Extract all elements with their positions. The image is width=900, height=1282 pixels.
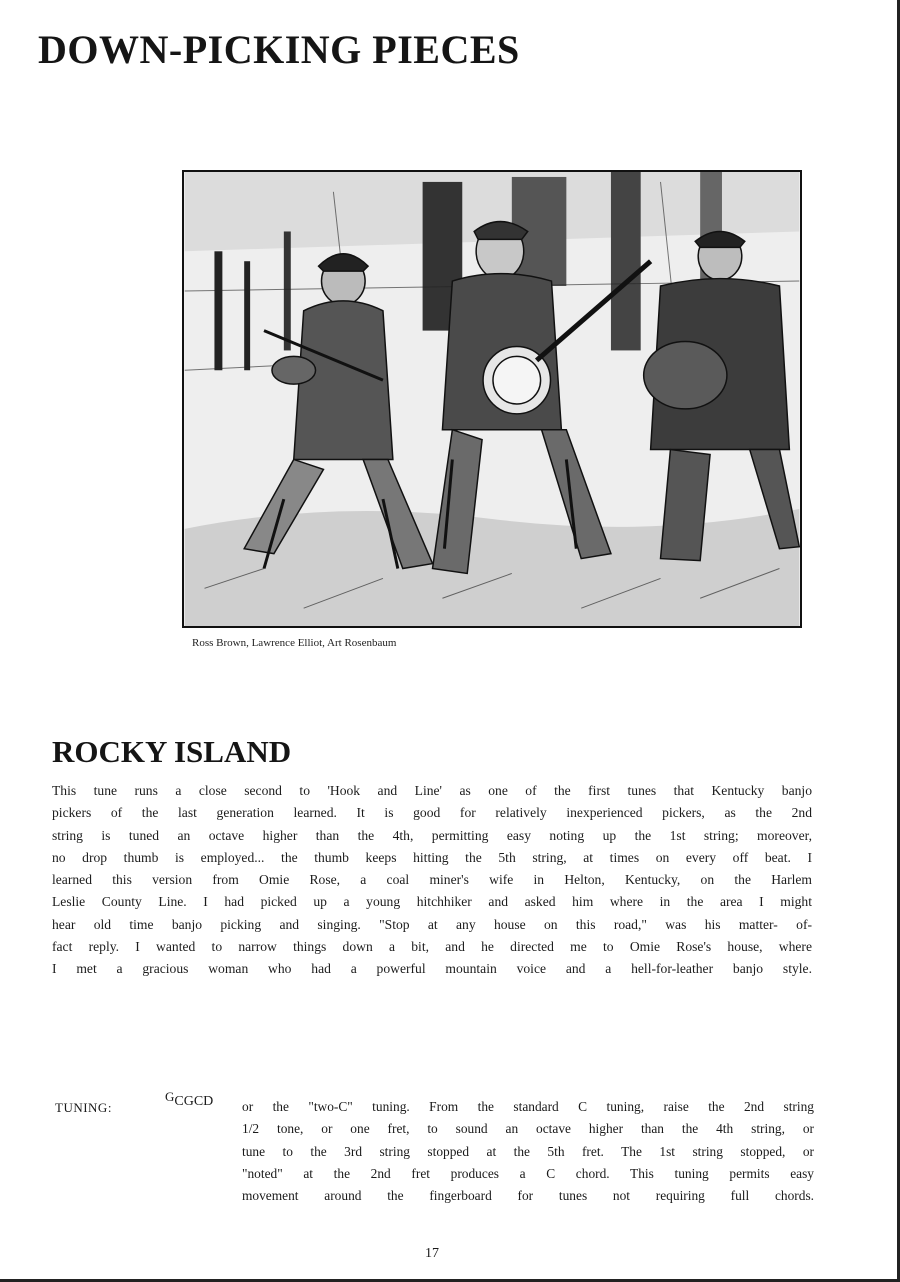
paragraph-line: I met a gracious woman who had a powerful mountain voice and a hell-for-leather banjo style. — [52, 961, 812, 977]
tune-title: ROCKY ISLAND — [52, 734, 292, 769]
tuning-line: movement around the fingerboard for tunes not requiring full chords. — [242, 1188, 814, 1204]
tuning-line: or the "two-C" tuning. From the standard C tuning, raise the 2nd string — [242, 1099, 814, 1114]
paragraph-line: pickers of the last generation learned. It is good for relatively inexperienced pickers, as the 2nd — [52, 805, 812, 821]
tuning-notation — [165, 1089, 214, 1110]
paragraph-line: This tune runs a close second to 'Hook and Line' as one of the first tunes that Kentucky banjo — [52, 783, 812, 798]
paragraph-line: no drop thumb is employed... the thumb keeps hitting the 5th string, at times on every off beat. I — [52, 849, 812, 865]
tuning-strings: CGCD — [174, 1094, 214, 1109]
pen-drawing-musicians — [184, 172, 800, 626]
paragraph-line: fact reply. I wanted to narrow things down a bit, and he directed me to Omie Rose's house, where — [52, 939, 812, 955]
tune-description — [52, 780, 812, 981]
tuning-line: "noted" at the 2nd fret produces a C chord. This tuning permits easy — [242, 1165, 814, 1181]
tuning-label: TUNING: — [55, 1100, 112, 1115]
tuning-description — [242, 1096, 814, 1207]
musicians-illustration — [182, 170, 802, 628]
page-number: 17 — [425, 1246, 439, 1261]
illustration-caption: Ross Brown, Lawrence Elliot, Art Rosenbaum — [192, 637, 397, 649]
tuning-fifth-string: G — [165, 1089, 175, 1104]
paragraph-line: Leslie County Line. I had picked up a young hitchhiker and asked him where in the area I might — [52, 894, 812, 910]
paragraph-line: hear old time banjo picking and singing. "Stop at any house on this road," was his matter- of- — [52, 916, 812, 932]
tuning-line: tune to the 3rd string stopped at the 5th fret. The 1st string stopped, or — [242, 1143, 814, 1159]
paragraph-line: learned this version from Omie Rose, a coal miner's wife in Helton, Kentucky, on the Harlem — [52, 872, 812, 888]
section-title: DOWN-PICKING PIECES — [38, 27, 520, 72]
paragraph-line: string is tuned an octave higher than the 4th, permitting easy noting up the 1st string; moreover, — [52, 827, 812, 843]
tuning-line: 1/2 tone, or one fret, to sound an octave higher than the 4th string, or — [242, 1121, 814, 1137]
